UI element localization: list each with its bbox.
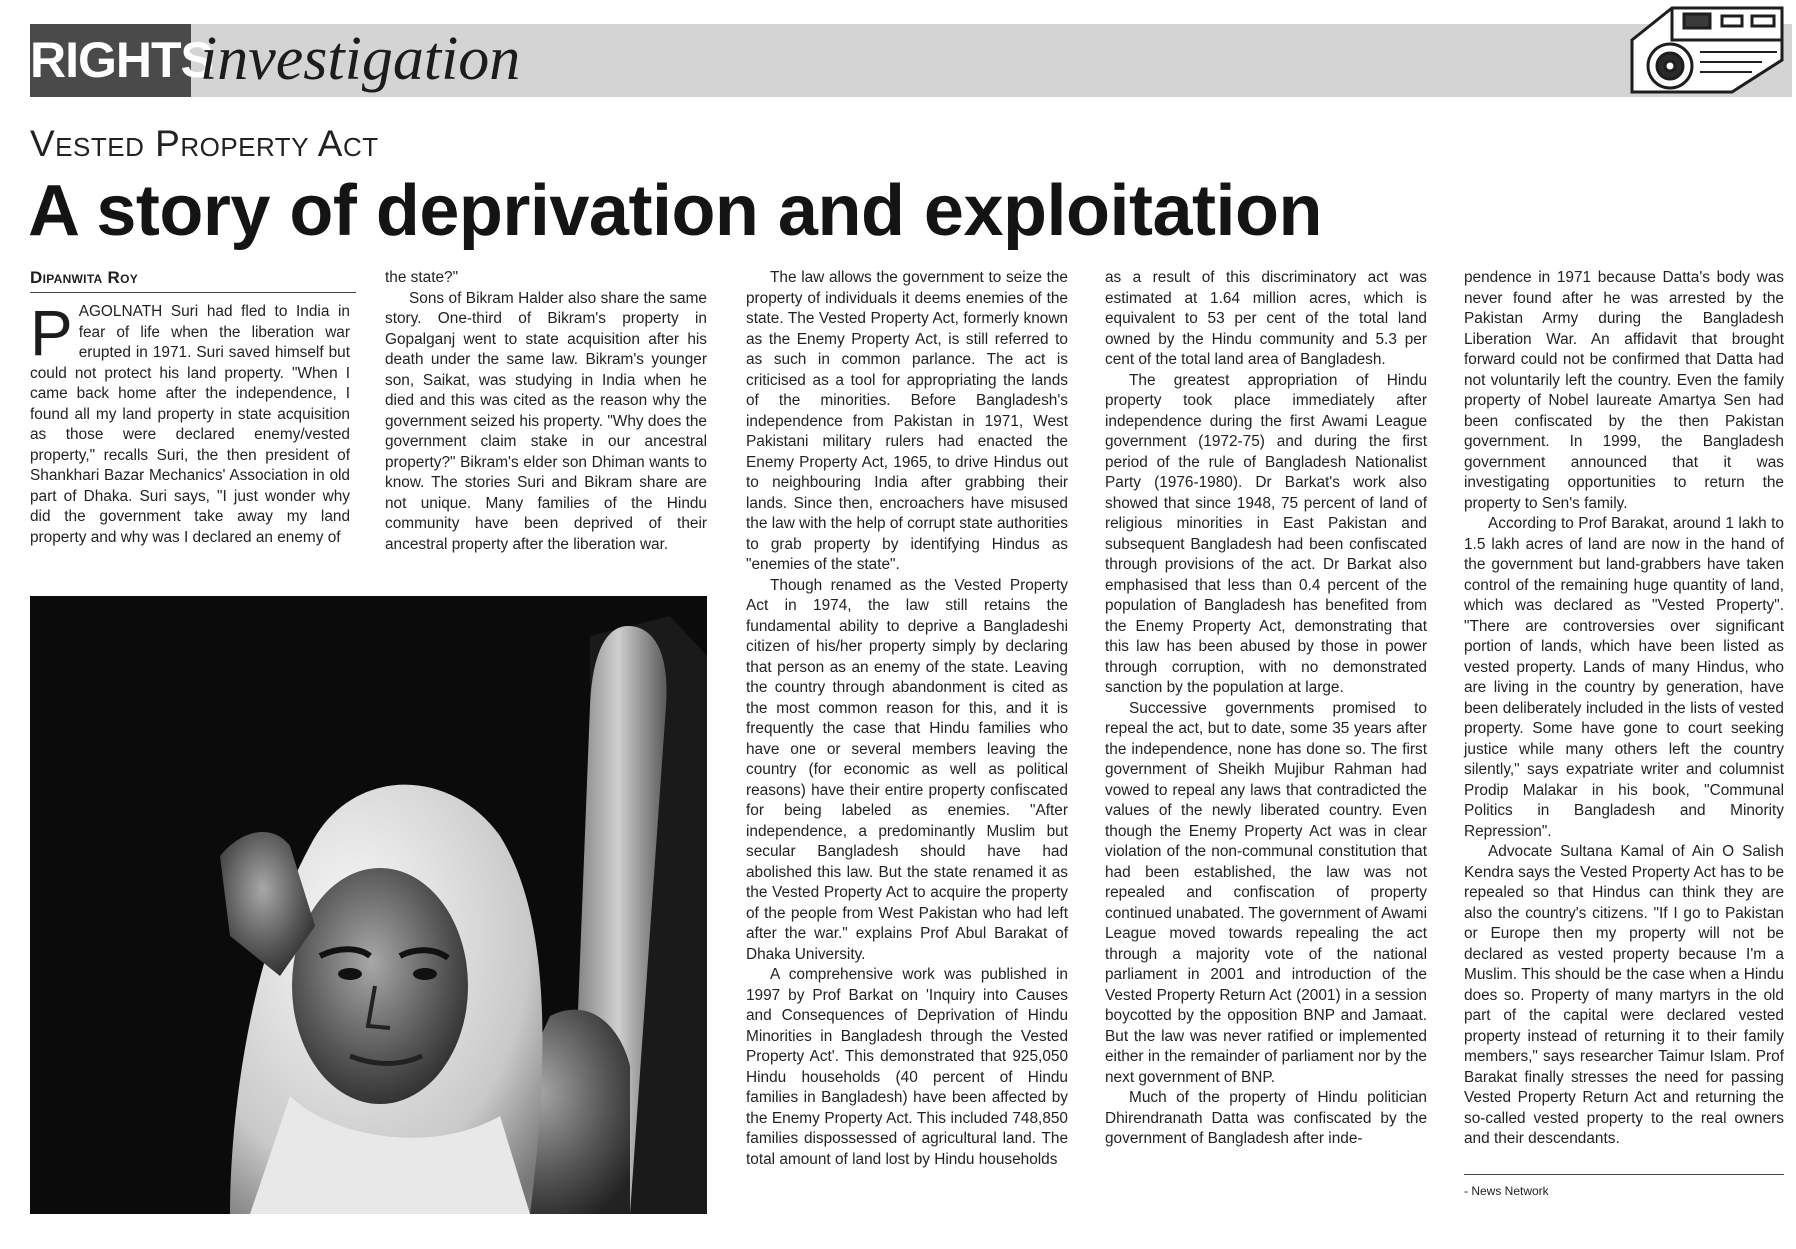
section-title: investigation <box>200 25 521 93</box>
paragraph: Sons of Bikram Halder also share the same story. One-third of Bikram's property in Gopalganj went to state acquisition after his death under the same law. Bikram's younger son, Saikat, was studying in India when he died and this was cited as the reason why the government seized his property. "Why does the government claim stake in our ancestral property?" Bikram's elder son Dhiman wants to know. The stories Suri and Bikram share are not unique. Many families of the Hindu community have been deprived of their ancestral property after the liberation war. <box>385 289 707 553</box>
paragraph: The greatest appropriation of Hindu property took place immediately after independence during the first Awami League government (1972-75) and during the first period of the rule of Bangladesh Nationalist Party (1976-1980). Dr Barkat's work also showed that since 1948, 75 percent of land of religious minorities in East Pakistan and subsequent Bangladesh had been confiscated through provisions of the act. Dr Barkat also emphasised that less than 0.4 percent of the population of Bangladesh has benefited from the Enemy Property Act, demonstrating that this law has been abused by those in power through corruption, with no demonstrated sanction by the population at large. <box>1105 371 1427 696</box>
article-column-4 <box>1105 268 1427 1150</box>
paragraph: the state?" <box>385 269 459 286</box>
article-column-1 <box>30 297 350 548</box>
section-header-bar <box>30 24 1792 97</box>
photo-elderly-woman <box>30 596 707 1214</box>
section-label: RIGHTS <box>30 24 191 97</box>
paragraph: Successive governments promised to repeal the act, but to date, some 35 years after the independence, none has done so. The first government of Sheikh Mujibur Rahman had vowed to repeal any laws that contradicted the values of the newly liberated country. Even though the Enemy Property Act was in clear violation of the non-communal constitution that had been established, the law was not repealed and confiscation of property continued unabated. The government of Awami League moved towards repealing the act through a majority vote of the national parliament in 2001 and introduction of the Vested Property Return Act (2001) in a session boycotted by the opposition BNP and Jamaat. But the law was never ratified or implemented either in the remainder of parliament nor by the next government of BNP. <box>1105 699 1428 1086</box>
paragraph: A comprehensive work was published in 1997 by Prof Barkat on 'Inquiry into Causes and Consequences of Deprivation of Hindu Minorities in Bangladesh through the Vested Property Act'. This demonstrated that 925,050 Hindu households (40 percent of Hindu families in Bangladesh) have been affected by the Enemy Property Act. This included 748,850 families dispossessed of agricultural land. The total amount of land lost by Hindu households <box>746 966 1068 1168</box>
paragraph: Much of the property of Hindu politician Dhirendranath Datta was confiscated by the government of Bangladesh after inde- <box>1105 1089 1427 1147</box>
paragraph: AGOLNATH Suri had fled to India in fear of life when the liberation war erupted in 1971. Suri saved himself but could not protect his land property. "When I came back home after the independence, I found all my land property in state acquisition as those were declared enemy/vested property," recalls Suri, the then president of Shankhari Bazar Mechanics' Association in old part of Dhaka. Suri says, "I just wonder why did the government take away my land property and why was I declared an enemy of <box>30 303 350 546</box>
paragraph: Though renamed as the Vested Property Act in 1974, the law still retains the fundamental ability to deprive a Bangladeshi citizen of his/her property simply by declaring that person as an enemy of the state. Leaving the country through abandonment is cited as the most common reason for this, and it is frequently the case that Hindu families who have one or several members leaving the country (for economic as well as political reasons) have their entire property confiscated for being labeled as enemies. "After independence, a predominantly Muslim but secular Bangladesh should have had abolished this law. But the state renamed it as the Vested Property Act to acquire the property of the people from West Pakistan who had left after the war." explains Prof Abul Barakat of Dhaka University. <box>746 576 1068 963</box>
article-credit: - News Network <box>1464 1184 1549 1198</box>
paragraph: Advocate Sultana Kamal of Ain O Salish Kendra says the Vested Property Act has to be repealed so that Hindus can think they are also the country's citizens. "If I go to Pakistan or Europe then my property will not be declared as vested property because I'm a Muslim. This should be the case when a Hindu does so. Property of many martyrs in the old part of the capital were declared vested property instead of returning it to their family members," says researcher Taimur Islam. Prof Barakat finally stresses the need for passing Vested Property Return Act and returning the so-called vested property to the real owners and their descendants. <box>1464 843 1784 1147</box>
drop-cap: P <box>30 297 73 369</box>
article-kicker: Vested Property Act <box>30 123 379 164</box>
article-column-3 <box>746 268 1068 1170</box>
article-byline: Dipanwita Roy <box>30 268 356 293</box>
article-column-5 <box>1464 268 1784 1150</box>
article-column-2 <box>385 268 707 555</box>
camera-icon <box>1612 0 1792 100</box>
paragraph: According to Prof Barakat, around 1 lakh to 1.5 lakh acres of land are now in the hand of the government but land-grabbers have taken control of the remaining huge quantity of land, which was declared as "Vested Property". "There are controversies over significant portion of lands, which have been listed as vested property. Lands of many Hindus, who are living in the country by generation, have been deliberately included in the lists of vested property. Some have gone to court seeking justice while many others left the country silently," says expatriate writer and columnist Prodip Malakar in his book, "Communal Politics in Bangladesh and Minority Repression". <box>1464 515 1784 840</box>
paragraph: as a result of this discriminatory act was estimated at 1.64 million acres, which is equivalent to 53 per cent of the total land owned by the Hindu community and 5.3 per cent of the total land area of Bangladesh. <box>1105 269 1427 368</box>
paragraph: The law allows the government to seize the property of individuals it deems enemies of the state. The Vested Property Act, formerly known as the Enemy Property Act, is still referred to as such in common parlance. The act is criticised as a tool for appropriating the lands of the minorities. Before Bangladesh's independence from Pakistan in 1971, West Pakistani military rulers had enacted the Enemy Property Act, 1965, to drive Hindus out to neighbouring India after grabbing their lands. Since then, encroachers have misused the law with the help of corrupt state authorities to grab property by identifying Hindus as "enemies of the state". <box>746 269 1068 573</box>
article-photo <box>30 596 707 1214</box>
credit-divider <box>1464 1174 1784 1175</box>
paragraph: pendence in 1971 because Datta's body was never found after he was arrested by the Pakistan Army during the Bangladesh Liberation War. An affidavit that brought forward could not be confirmed that Datta had not voluntarily left the country. Even the family property of Nobel laureate Amartya Sen had been confiscated by the then Pakistan government. In 1999, the Bangladesh government announced that it was investigating opportunities to return the property to Sen's family. <box>1464 269 1784 512</box>
article-headline: A story of deprivation and exploitation <box>28 171 1322 251</box>
